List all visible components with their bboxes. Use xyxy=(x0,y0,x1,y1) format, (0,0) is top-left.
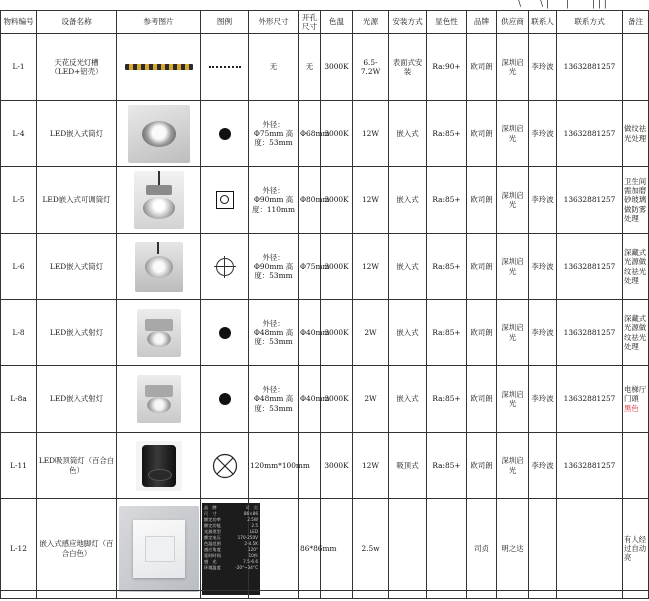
cell-name: LED嵌入式筒灯 xyxy=(37,101,117,167)
cell-brand: 欧司朗 xyxy=(467,34,497,101)
cell-mount: 嵌入式 xyxy=(389,300,427,366)
top-marks xyxy=(0,0,648,10)
cell-contact: 李玲波 xyxy=(529,234,557,300)
col-header: 参考图片 xyxy=(117,11,201,34)
spec-val: 司 贞 xyxy=(245,504,258,510)
cell-phone: 13632881257 xyxy=(557,366,623,433)
cell-phone: 13632881257 xyxy=(557,300,623,366)
cell-phone xyxy=(557,499,623,599)
cell-source: 12W xyxy=(353,433,389,499)
cell-mount: 表面式安装 xyxy=(389,34,427,101)
cell-note: 有人经过自动亮 xyxy=(623,499,649,599)
cell-code: L-6 xyxy=(1,234,37,300)
cell-source: 6.5-7.2W xyxy=(353,34,389,101)
cell-supplier: 深圳启光 xyxy=(497,101,529,167)
spec-val: 10秒 xyxy=(248,553,258,559)
cell-hole: 无 xyxy=(299,34,321,101)
cell-supplier: 明之达 xyxy=(497,499,529,599)
sensor-footlight-photo xyxy=(119,506,199,592)
note-text: 电梯厅门頭 xyxy=(624,385,647,404)
cell-name: LED嵌入式可调筒灯 xyxy=(37,167,117,234)
cell-photo xyxy=(117,101,201,167)
cell-size: 外径：Φ90mm 高度：53mm xyxy=(249,234,299,300)
cell-supplier: 深圳启光 xyxy=(497,34,529,101)
cell-hole: Φ40mm xyxy=(299,366,321,433)
cell-code: L-4 xyxy=(1,101,37,167)
table-row xyxy=(1,433,649,499)
cell-size: 外径：Φ90mm 高度：110mm xyxy=(249,167,299,234)
col-header: 图例 xyxy=(201,11,249,34)
cell-cri: Ra:85+ xyxy=(427,366,467,433)
cell-phone: 13632881257 xyxy=(557,101,623,167)
cell-cct: 3000K xyxy=(321,34,353,101)
recessed-downlight-photo xyxy=(135,242,183,292)
cell-contact: 李玲波 xyxy=(529,433,557,499)
spec-key: 尺 寸 xyxy=(204,510,217,516)
cell-brand: 欧司朗 xyxy=(467,101,497,167)
cell-supplier: 深圳启光 xyxy=(497,300,529,366)
cell-cri: Ra:85+ xyxy=(427,167,467,234)
cell-phone: 13632881257 xyxy=(557,34,623,101)
cell-phone: 13632881257 xyxy=(557,167,623,234)
spec-val: 170-250V xyxy=(237,534,258,540)
top-mark: \ xyxy=(518,0,522,9)
square-circle-icon xyxy=(216,191,234,209)
cell-phone: 13632881257 xyxy=(557,433,623,499)
spec-key: 色温范围 xyxy=(204,541,221,547)
cell-mount: 嵌入式 xyxy=(389,101,427,167)
cell-contact: 李玲波 xyxy=(529,34,557,101)
col-header: 备注 xyxy=(623,11,649,34)
cell-contact: 李玲波 xyxy=(529,167,557,234)
spec-key: 光源类型 xyxy=(204,528,221,534)
col-header: 供应商 xyxy=(497,11,529,34)
top-mark: \ | xyxy=(540,0,549,9)
spec-val: 7.5-6.6 xyxy=(243,559,258,565)
cell-legend xyxy=(201,433,249,499)
cell-note: 做纹祛光处理 xyxy=(623,101,649,167)
col-header: 色温 xyxy=(321,11,353,34)
table-row xyxy=(1,34,649,101)
cell-brand: 司贞 xyxy=(467,499,497,599)
table-row xyxy=(1,300,649,366)
cell-supplier: 深圳启光 xyxy=(497,366,529,433)
x-circle-icon xyxy=(212,453,238,479)
cell-hole: 86*86mm xyxy=(299,499,321,599)
col-header: 安装方式 xyxy=(389,11,427,34)
cell-supplier: 深圳启光 xyxy=(497,234,529,300)
col-header: 光源 xyxy=(353,11,389,34)
col-header: 联系人 xyxy=(529,11,557,34)
cell-contact: 李玲波 xyxy=(529,300,557,366)
table-row xyxy=(1,366,649,433)
spec-key: 感应角度 xyxy=(204,547,221,553)
filled-circle-icon xyxy=(219,327,231,339)
cell-cri: Ra:90+ xyxy=(427,34,467,101)
spec-val: 86×86 xyxy=(243,510,258,516)
lighting-schedule-table xyxy=(0,10,649,599)
cell-name: LED吸顶筒灯（百合白色） xyxy=(37,433,117,499)
spec-val: 2.5W xyxy=(247,516,258,522)
cell-legend xyxy=(201,366,249,433)
col-header: 品牌 xyxy=(467,11,497,34)
spec-key: 额定电压 xyxy=(204,534,221,540)
cell-photo xyxy=(117,34,201,101)
cell-size: 120mm*100mm xyxy=(249,433,299,499)
spec-val: LED xyxy=(249,528,258,534)
cell-source: 2W xyxy=(353,366,389,433)
spec-val: 2.5 xyxy=(251,522,258,528)
cell-supplier: 深圳启光 xyxy=(497,167,529,234)
spec-key: 延时时间 xyxy=(204,553,221,559)
cell-name: 天花反光灯槽（LED+铝壳） xyxy=(37,34,117,101)
cell-note: 深藏式光源做纹祛光处理 xyxy=(623,300,649,366)
col-header: 开孔尺寸 xyxy=(299,11,321,34)
cell-brand: 欧司朗 xyxy=(467,167,497,234)
cell-mount: 嵌入式 xyxy=(389,167,427,234)
cell-source: 2.5w xyxy=(353,499,389,599)
col-header: 物料编号 xyxy=(1,11,37,34)
cell-photo xyxy=(117,300,201,366)
cell-size: 外径：Φ48mm 高度：53mm xyxy=(249,300,299,366)
cell-hole: Φ75mm xyxy=(299,234,321,300)
cell-photo xyxy=(117,433,201,499)
filled-circle-icon xyxy=(219,128,231,140)
cell-photo xyxy=(117,499,201,599)
cell-hole: Φ80mm xyxy=(299,167,321,234)
cell-legend xyxy=(201,499,258,599)
table-row xyxy=(1,167,649,234)
spec-key: 品 牌 xyxy=(204,504,217,510)
cell-brand: 欧司朗 xyxy=(467,300,497,366)
cell-name: 嵌入式感应地脚灯（百合白色） xyxy=(37,499,117,599)
top-mark: | xyxy=(566,0,570,9)
cell-hole: Φ40mm xyxy=(299,300,321,366)
cell-contact xyxy=(529,499,557,599)
cell-size: 外径：Φ75mm 高度：53mm xyxy=(249,101,299,167)
cell-cri: Ra:85+ xyxy=(427,300,467,366)
ceiling-cylinder-photo xyxy=(136,441,182,491)
crosshair-circle-icon xyxy=(216,258,234,276)
cell-code: L-5 xyxy=(1,167,37,234)
spec-key: 感 光 xyxy=(204,559,217,565)
spec-key: 额定功率 xyxy=(204,516,221,522)
dashed-line-icon xyxy=(209,66,241,68)
cell-mount: 嵌入式 xyxy=(389,234,427,300)
cell-mount xyxy=(389,499,427,599)
spec-val: 2-4.5K xyxy=(244,541,258,547)
cell-brand: 欧司朗 xyxy=(467,433,497,499)
cell-cct: 3000K xyxy=(321,433,353,499)
cell-cri: Ra:85+ xyxy=(427,234,467,300)
cell-size: 无 xyxy=(249,34,299,101)
cell-legend xyxy=(201,300,249,366)
cell-hole: Φ68mm xyxy=(299,101,321,167)
col-header: 外形尺寸 xyxy=(249,11,299,34)
top-mark: | | | xyxy=(592,0,607,9)
cell-source: 12W xyxy=(353,101,389,167)
adjustable-downlight-photo xyxy=(134,171,184,229)
table-row xyxy=(1,499,649,599)
cell-source: 2W xyxy=(353,300,389,366)
cell-brand: 欧司朗 xyxy=(467,234,497,300)
led-strip-photo xyxy=(125,64,193,70)
cell-contact: 李玲波 xyxy=(529,366,557,433)
cell-legend xyxy=(201,167,249,234)
cell-photo xyxy=(117,366,201,433)
col-header: 显色性 xyxy=(427,11,467,34)
table-row xyxy=(1,101,649,167)
table-bottom-border xyxy=(0,590,648,601)
cell-cct: 3000K xyxy=(321,167,353,234)
cell-legend xyxy=(201,101,249,167)
table-row xyxy=(1,234,649,300)
cell-name: LED嵌入式筒灯 xyxy=(37,234,117,300)
cell-code: L-8a xyxy=(1,366,37,433)
cell-size: 外径：Φ48mm 高度：53mm xyxy=(249,366,299,433)
cell-legend xyxy=(201,234,249,300)
cell-photo xyxy=(117,234,201,300)
note-red-text: 黑色 xyxy=(624,403,639,413)
cell-source: 12W xyxy=(353,234,389,300)
cell-phone: 13632881257 xyxy=(557,234,623,300)
filled-circle-icon xyxy=(219,393,231,405)
downlight-photo xyxy=(128,105,190,163)
cell-cri: Ra:85+ xyxy=(427,101,467,167)
spec-val: 120° xyxy=(247,547,258,553)
spotlight-photo xyxy=(137,375,181,423)
cell-code: L-11 xyxy=(1,433,37,499)
spec-key: 额定功能 xyxy=(204,522,221,528)
header-row xyxy=(1,11,649,34)
cell-supplier: 深圳启光 xyxy=(497,433,529,499)
col-header: 联系方式 xyxy=(557,11,623,34)
cell-cct: 3000K xyxy=(321,366,353,433)
cell-code: L-8 xyxy=(1,300,37,366)
cell-legend xyxy=(201,34,249,101)
cell-cct: 3000K xyxy=(321,300,353,366)
cell-note xyxy=(623,366,649,433)
cell-note: 深藏式光源做纹祛光处理 xyxy=(623,234,649,300)
cell-note xyxy=(623,34,649,101)
spec-val: -20°~34°C xyxy=(235,565,258,571)
cell-note: 卫生间需加磨砂玻璃做防雾处理 xyxy=(623,167,649,234)
cell-name: LED嵌入式射灯 xyxy=(37,300,117,366)
cell-source: 12W xyxy=(353,167,389,234)
cell-cri xyxy=(427,499,467,599)
cell-name: LED嵌入式射灯 xyxy=(37,366,117,433)
cell-cct: 3000K xyxy=(321,234,353,300)
col-header: 设备名称 xyxy=(37,11,117,34)
cell-code: L-1 xyxy=(1,34,37,101)
cell-note xyxy=(623,433,649,499)
spec-key: 环境温度 xyxy=(204,565,221,571)
cell-brand: 欧司朗 xyxy=(467,366,497,433)
spotlight-photo xyxy=(137,309,181,357)
cell-contact: 李玲波 xyxy=(529,101,557,167)
cell-code: L-12 xyxy=(1,499,37,599)
cell-cct: 3000K xyxy=(321,101,353,167)
cell-mount: 吸顶式 xyxy=(389,433,427,499)
cell-photo xyxy=(117,167,201,234)
cell-mount: 嵌入式 xyxy=(389,366,427,433)
cell-cri: Ra:85+ xyxy=(427,433,467,499)
